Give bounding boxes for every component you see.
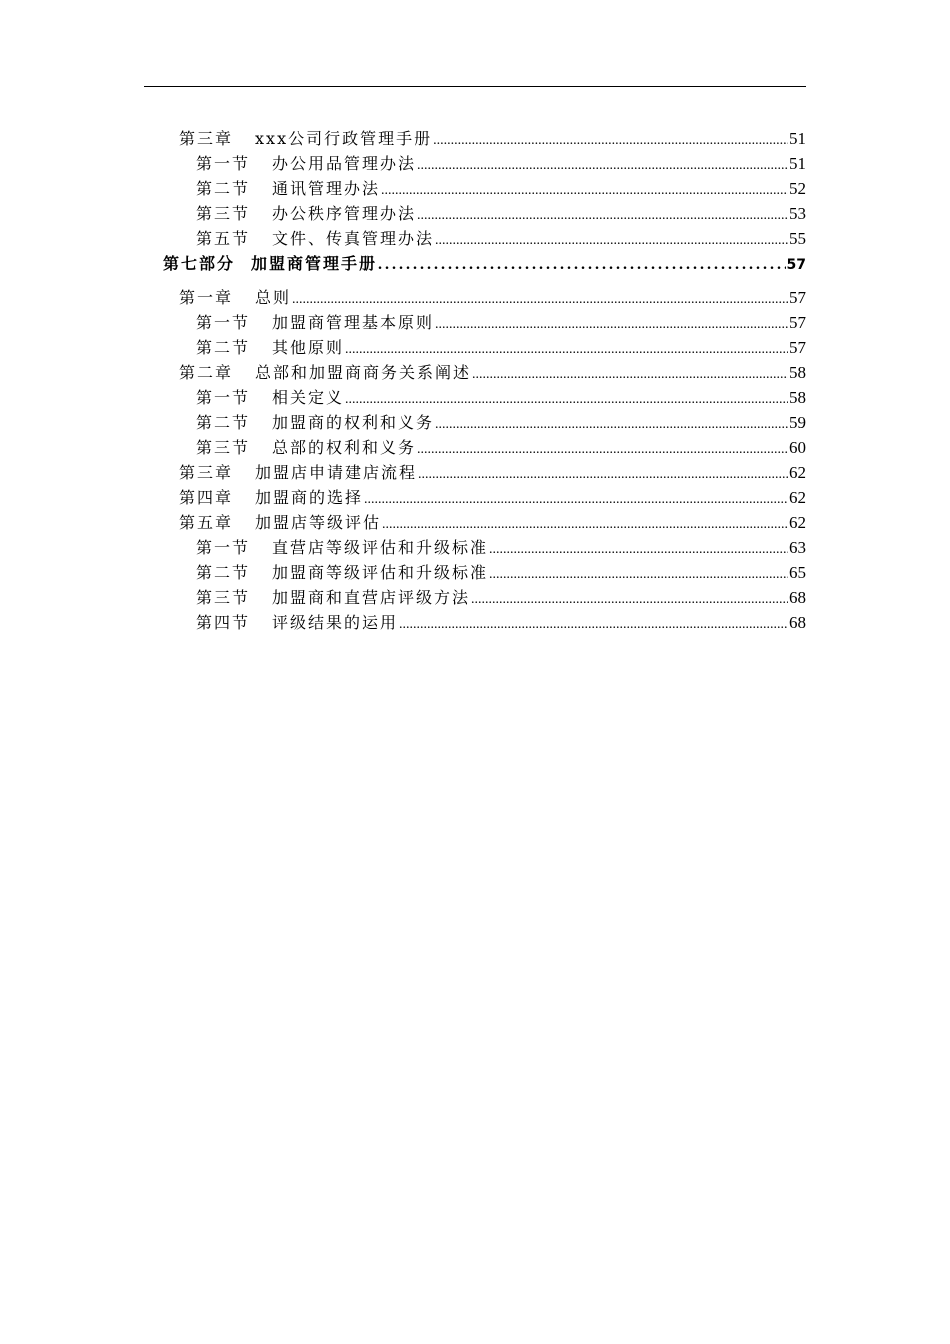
entry-number: 第二节 <box>196 563 251 582</box>
dot-leader <box>417 201 788 228</box>
toc-entry-chapter[interactable] <box>0 360 950 385</box>
entry-page: 57 <box>789 288 806 307</box>
entry-title: 加盟店等级评估 <box>255 513 382 532</box>
entry-page: 57 <box>786 257 806 273</box>
entry-title: 加盟商和直营店评级方法 <box>272 588 471 607</box>
entry-title: 评级结果的运用 <box>272 613 399 632</box>
entry-page: 68 <box>789 613 806 632</box>
dot-leader <box>345 335 788 362</box>
toc-entry-section[interactable] <box>0 535 950 560</box>
entry-page: 52 <box>789 179 806 198</box>
entry-number: 第四节 <box>196 613 251 632</box>
toc-entry-section[interactable] <box>0 176 950 201</box>
entry-page: 62 <box>789 513 806 532</box>
entry-title: 直营店等级评估和升级标准 <box>272 538 489 557</box>
entry-title: 加盟店申请建店流程 <box>255 463 418 482</box>
toc-entry-section[interactable] <box>0 226 950 251</box>
dot-leader <box>435 310 788 337</box>
dot-leader <box>418 460 788 487</box>
entry-page: 63 <box>789 538 806 557</box>
entry-title: 总部和加盟商商务关系阐述 <box>255 363 472 382</box>
toc-entry-section[interactable] <box>0 385 950 410</box>
entry-page: 53 <box>789 204 806 223</box>
dot-leader <box>378 251 785 277</box>
entry-number: 第四章 <box>179 488 234 507</box>
entry-page: 57 <box>789 313 806 332</box>
dot-leader <box>489 560 788 587</box>
toc-entry-section[interactable] <box>0 585 950 610</box>
entry-page: 62 <box>789 463 806 482</box>
toc-entry-section[interactable] <box>0 435 950 460</box>
entry-number: 第一章 <box>179 288 234 307</box>
entry-number: 第七部分 <box>163 254 236 273</box>
header-rule <box>144 86 806 87</box>
entry-title: xxx公司行政管理手册 <box>255 129 433 148</box>
dot-leader <box>399 610 788 637</box>
dot-leader <box>471 585 788 612</box>
entry-page: 59 <box>789 413 806 432</box>
entry-number: 第三章 <box>179 463 234 482</box>
dot-leader <box>364 485 788 512</box>
entry-page: 60 <box>789 438 806 457</box>
entry-number: 第一节 <box>196 388 251 407</box>
entry-title: 加盟商等级评估和升级标准 <box>272 563 489 582</box>
toc-entry-section[interactable] <box>0 310 950 335</box>
toc-entry-section[interactable] <box>0 610 950 635</box>
toc-entry-section[interactable] <box>0 560 950 585</box>
toc-entry-chapter[interactable] <box>0 460 950 485</box>
entry-title: 其他原则 <box>272 338 345 357</box>
entry-number: 第五章 <box>179 513 234 532</box>
entry-title: 文件、传真管理办法 <box>272 229 435 248</box>
entry-page: 51 <box>789 129 806 148</box>
dot-leader <box>381 176 788 203</box>
toc-entry-section[interactable] <box>0 201 950 226</box>
toc-entry-chapter[interactable] <box>0 285 950 310</box>
entry-number: 第一节 <box>196 154 251 173</box>
entry-number: 第二节 <box>196 413 251 432</box>
dot-leader <box>472 360 788 387</box>
toc-entry-chapter[interactable] <box>0 126 950 151</box>
dot-leader <box>489 535 788 562</box>
dot-leader <box>435 410 788 437</box>
dot-leader <box>417 435 788 462</box>
entry-page: 51 <box>789 154 806 173</box>
entry-number: 第二节 <box>196 338 251 357</box>
entry-page: 62 <box>789 488 806 507</box>
entry-page: 65 <box>789 563 806 582</box>
dot-leader <box>433 126 788 153</box>
entry-page: 58 <box>789 363 806 382</box>
entry-title: 办公秩序管理办法 <box>272 204 417 223</box>
entry-number: 第三节 <box>196 204 251 223</box>
toc-entry-section[interactable] <box>0 151 950 176</box>
toc-entry-part[interactable] <box>0 251 950 285</box>
entry-title: 加盟商管理手册 <box>251 254 378 273</box>
entry-number: 第三章 <box>179 129 234 148</box>
entry-number: 第二章 <box>179 363 234 382</box>
dot-leader <box>435 226 788 253</box>
entry-title: 加盟商的选择 <box>255 488 364 507</box>
toc-entry-section[interactable] <box>0 410 950 435</box>
entry-page: 57 <box>789 338 806 357</box>
entry-title: 办公用品管理办法 <box>272 154 417 173</box>
toc-entry-chapter[interactable] <box>0 485 950 510</box>
entry-number: 第五节 <box>196 229 251 248</box>
entry-page: 68 <box>789 588 806 607</box>
entry-number: 第一节 <box>196 538 251 557</box>
entry-title: 通讯管理办法 <box>272 179 381 198</box>
entry-title: 加盟商的权利和义务 <box>272 413 435 432</box>
entry-page: 55 <box>789 229 806 248</box>
entry-number: 第一节 <box>196 313 251 332</box>
entry-page: 58 <box>789 388 806 407</box>
dot-leader <box>292 285 788 312</box>
dot-leader <box>345 385 788 412</box>
entry-number: 第二节 <box>196 179 251 198</box>
entry-title: 相关定义 <box>272 388 345 407</box>
toc-entry-chapter[interactable] <box>0 510 950 535</box>
entry-title: 总则 <box>255 288 292 307</box>
entry-title: 总部的权利和义务 <box>272 438 417 457</box>
table-of-contents <box>0 126 950 635</box>
entry-title: 加盟商管理基本原则 <box>272 313 435 332</box>
dot-leader <box>417 151 788 178</box>
entry-number: 第三节 <box>196 588 251 607</box>
dot-leader <box>382 510 788 537</box>
toc-entry-section[interactable] <box>0 335 950 360</box>
entry-number: 第三节 <box>196 438 251 457</box>
